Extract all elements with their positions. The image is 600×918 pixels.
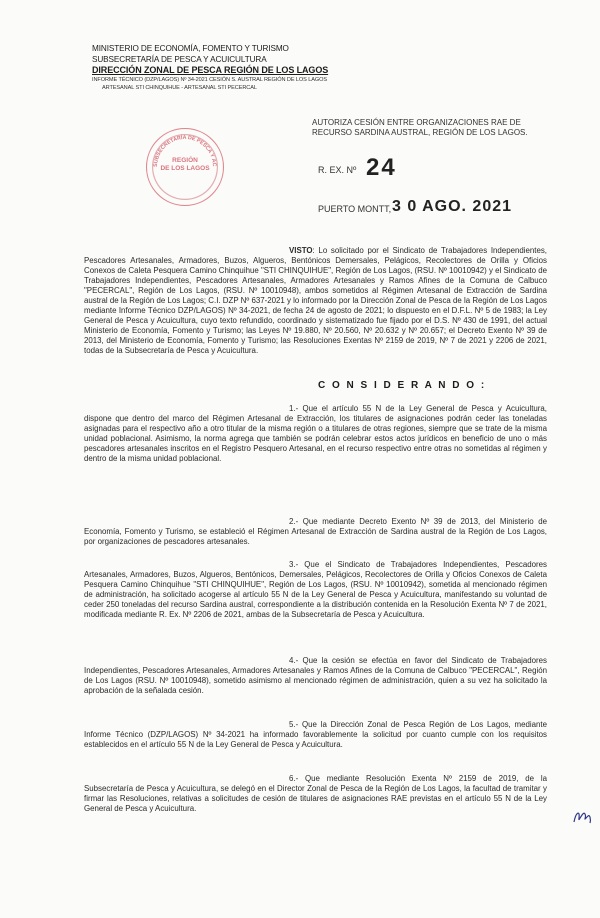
stamp-arc-label: SUBSECRETARÍA DE PESCA Y AC — [152, 134, 218, 168]
visto-text: : Lo solicitado por el Sindicato de Trabajadores Independientes, Pescadores Artesanales, Armadores, Buzos, Algueros, Bentónicos Demersales, Pelágicos, Recolectores de Orilla y Oficios Conexos de Caleta Pesquera Camino Chinquihue "STI CHINQUIHUE", Región de Los Lagos, (RSU. Nº 10010942) y el Sindicato de Trabajadores Independientes, Pescadores Artesanales, Armadores Artesanales y Ramos Afines de la Comuna de Calbuco "PECERCAL", Región de Los Lagos, (RSU. Nº 10010948), ambos sometidos al Régimen Artesanal de Extracción de Sardina austral de la Región de Los Lagos; C.I. DZP Nº 637-2021 y lo informado por la Dirección Zonal de Pesca de la Región de Los Lagos mediante Informe Técnico DZP/LAGOS) Nº 34-2021, de fecha 24 de agosto de 2021; lo dispuesto en el D.F.L. Nº 5 de 1983; la Ley General de Pesca y Acuicultura, cuyo texto refundido, coordinado y sistematizado fue fijado por el D.S. Nº 430 de 1991, del actual Ministerio de Economía, Fomento y Turismo; las Leyes Nº 19.880, Nº 20.560, Nº 20.632 y Nº 20.657; el Decreto Exento Nº 39 de 2013, del Ministerio de Economía, Fomento y Turismo; las Resoluciones Exentas Nº 2159 de 2019, Nº 7 de 2021 y 2206 de 2021, todas de la Subsecretaría de Pesca y Acuicultura. — [84, 246, 547, 356]
considerando-heading: C O N S I D E R A N D O : — [318, 380, 487, 391]
initials-signature — [570, 804, 594, 828]
resolution-number: 24 — [366, 154, 397, 181]
direction-title: DIRECCIÓN ZONAL DE PESCA REGIÓN DE LOS LAGOS — [92, 65, 329, 75]
visto-paragraph — [84, 246, 547, 357]
resolution-label: R. EX. Nº — [318, 165, 357, 175]
considerando-paragraph-5: 5.- Que la Dirección Zonal de Pesca Región de Los Lagos, mediante Informe Técnico (DZP/LAGOS) Nº 34-2021 ha informado favorablemente la solicitud por cuanto cumple con los requisitos establecidos en el artículo 55 N de la Ley General de Pesca y Acuicultura. — [84, 720, 547, 750]
resolution-subject: AUTORIZA CESIÓN ENTRE ORGANIZACIONES RAE DE RECURSO SARDINA AUSTRAL, REGIÓN DE LOS LAGOS. — [312, 118, 528, 137]
considerando-paragraph-2: 2.- Que mediante Decreto Exento Nº 39 de 2013, del Ministerio de Economía, Fomento y Turismo, se estableció el Régimen Artesanal de Extracción de Sardina austral de la Región de Los Lagos, por organizaciones de pescadores artesanales. — [84, 517, 547, 547]
considerando-paragraph-6: 6.- Que mediante Resolución Exenta Nº 2159 de 2019, de la Subsecretaría de Pesca y Acuicultura, se delegó en el Director Zonal de Pesca de la Región de Los Lagos, la facultad de tramitar y firmar las Resoluciones, relativas a solicitudes de cesión de titulares de asignaciones RAE previstas en el artículo 55 N de la Ley General de Pesca y Acuicultura. — [84, 774, 547, 814]
place-label: PUERTO MONTT, — [318, 204, 392, 214]
ministry-line-1: MINISTERIO DE ECONOMÍA, FOMENTO Y TURISMO — [92, 44, 289, 53]
official-stamp — [146, 128, 224, 206]
considerando-paragraph-3: 3.- Que el Sindicato de Trabajadores Independientes, Pescadores Artesanales, Armadores, Buzos, Algueros, Bentónicos, Demersales, Pelágicos, Recolectores de Orilla y Oficios Conexos de Caleta Pesquera Camino Chinquihue "STI CHINQUIHUE", Región de Los Lagos, (RSU. Nº 10010942), sometida al mencionado régimen de administración, ha solicitado acogerse al artículo 55 N de la Ley General de Pesca y Acuicultura, manifestando su voluntad de ceder 250 toneladas del recurso Sardina austral, correspondiente a la distribución contenida en la Resolución Exenta Nº 7 de 2021, modificada mediante R. Ex. Nº 2206 de 2021, ambas de la Subsecretaría de Pesca y Acuicultura. — [84, 560, 547, 620]
letterhead — [92, 44, 422, 92]
reference-line-1: INFORME TÉCNICO (DZP/LAGOS) Nº 34-2021 CESIÓN S. AUSTRAL REGIÓN DE LOS LAGOS — [92, 76, 328, 83]
stamp-center-line-2: DE LOS LAGOS — [160, 165, 210, 172]
stamp-center-line-1: REGIÓN — [172, 157, 198, 164]
resolution-date: 3 0 AGO. 2021 — [392, 198, 513, 215]
reference-line-2: ARTESANAL STI CHINQUIHUE - ARTESANAL STI PECERCAL — [102, 84, 257, 91]
ministry-line-2: SUBSECRETARÍA DE PESCA Y ACUICULTURA — [92, 54, 267, 64]
stamp-center — [147, 157, 223, 173]
considerando-paragraph-1: 1.- Que el artículo 55 N de la Ley General de Pesca y Acuicultura, dispone que dentro del marco del Régimen Artesanal de Extracción, los titulares de asignaciones podrán ceder las toneladas asignadas para el respectivo año a otro titular de la misma región o a titulares de otras regiones, siempre que se trate de la misma unidad poblacional. Asimismo, la norma agrega que también se podrán celebrar estos actos jurídicos en beneficio de uno o más pescadores artesanales inscritos en el Registro Pesquero Artesanal, en el recurso respectivo entre otras no sometidas al régimen y dentro de la misma unidad poblacional. — [84, 404, 547, 464]
considerando-paragraph-4: 4.- Que la cesión se efectúa en favor del Sindicato de Trabajadores Independientes, Pescadores Artesanales, Armadores Artesanales y Ramos Afines de la Comuna de Calbuco "PECERCAL", Región de Los Lagos (RSU. Nº 10010948), sometido asimismo al mencionado régimen de administración, quien a su vez ha solicitado la aprobación de la señalada cesión. — [84, 656, 547, 696]
visto-label: VISTO — [289, 246, 313, 255]
